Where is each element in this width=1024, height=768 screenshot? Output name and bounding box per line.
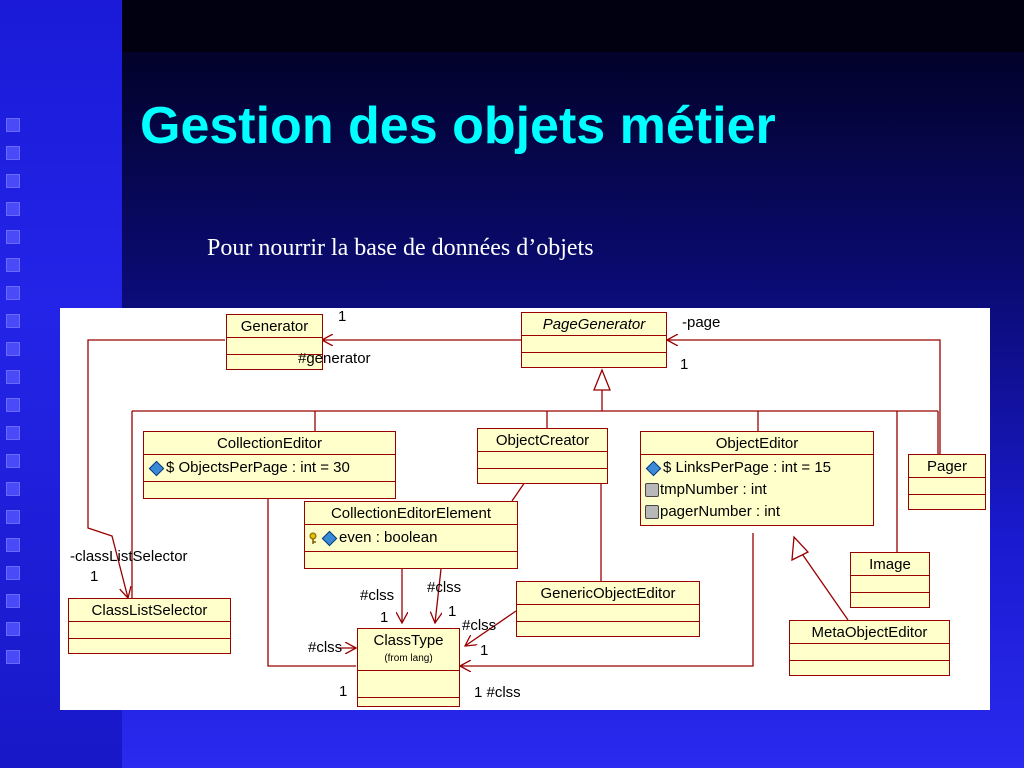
public-attribute-icon xyxy=(646,460,662,476)
class-image[interactable] xyxy=(850,552,930,608)
label-clss-c: #clss xyxy=(462,617,497,634)
class-object-creator[interactable] xyxy=(477,428,608,484)
gen-meta-triangle xyxy=(792,537,808,560)
class-name: PageGenerator xyxy=(522,313,666,336)
class-class-type[interactable] xyxy=(357,628,460,707)
class-name: MetaObjectEditor xyxy=(790,621,949,644)
label-generator-role: #generator xyxy=(298,350,371,367)
class-name: Generator xyxy=(227,315,322,338)
class-meta-object-editor[interactable] xyxy=(789,620,950,676)
label-clss-b-multiplicity: 1 xyxy=(448,603,457,620)
attribute-text: even : boolean xyxy=(339,529,438,546)
class-collection-editor[interactable] xyxy=(143,431,396,499)
label-clss-bottom: 1 #clss xyxy=(474,684,521,701)
label-page-role: -page xyxy=(682,314,721,331)
class-name: GenericObjectEditor xyxy=(517,582,699,605)
label-gen-multiplicity: 1 xyxy=(338,308,347,325)
class-name: CollectionEditor xyxy=(144,432,395,455)
label-cls-selector-multiplicity: 1 xyxy=(90,568,99,585)
class-name: Image xyxy=(851,553,929,576)
public-attribute-icon xyxy=(322,530,338,546)
label-cls-selector-role: -classListSelector xyxy=(70,548,188,565)
attribute-text: tmpNumber : int xyxy=(660,481,767,498)
slide-subtitle: Pour nourrir la base de données d’objets xyxy=(207,235,594,261)
class-collection-editor-element[interactable] xyxy=(304,501,518,569)
label-page-multiplicity: 1 xyxy=(680,356,689,373)
protected-attribute-icon xyxy=(645,483,659,497)
label-clss-a: #clss xyxy=(360,587,395,604)
protected-attribute-icon xyxy=(645,505,659,519)
gen-meta-editor xyxy=(798,548,848,620)
class-name: ObjectEditor xyxy=(641,432,873,455)
label-clss-a-multiplicity: 1 xyxy=(380,609,389,626)
class-name: ObjectCreator xyxy=(478,429,607,452)
attribute-text: $ ObjectsPerPage : int = 30 xyxy=(166,459,350,476)
decor-squares xyxy=(4,118,24,678)
class-name: ClassListSelector xyxy=(69,599,230,622)
label-clss-c-multiplicity: 1 xyxy=(480,642,489,659)
attribute-text: pagerNumber : int xyxy=(660,503,781,520)
label-clss-left-multiplicity: 1 xyxy=(339,683,348,700)
class-page-generator[interactable] xyxy=(521,312,667,368)
slide-title: Gestion des objets métier xyxy=(140,97,776,155)
class-name: ClassType (from lang) xyxy=(358,629,459,671)
class-object-editor[interactable] xyxy=(640,431,874,526)
top-band xyxy=(122,0,1024,52)
attribute-text: $ LinksPerPage : int = 15 xyxy=(663,459,832,476)
class-pager[interactable] xyxy=(908,454,986,510)
gen-triangle xyxy=(594,370,610,390)
class-name: CollectionEditorElement xyxy=(305,502,517,525)
key-icon xyxy=(309,532,319,544)
assoc-objcreator xyxy=(512,482,525,501)
uml-class-diagram xyxy=(60,308,990,710)
class-name: Pager xyxy=(909,455,985,478)
public-attribute-icon xyxy=(149,460,165,476)
class-class-list-selector[interactable] xyxy=(68,598,231,654)
label-clss-left: #clss xyxy=(308,639,343,656)
package-note: (from lang) xyxy=(384,653,433,664)
label-clss-b: #clss xyxy=(427,579,462,596)
class-generic-object-editor[interactable] xyxy=(516,581,700,637)
